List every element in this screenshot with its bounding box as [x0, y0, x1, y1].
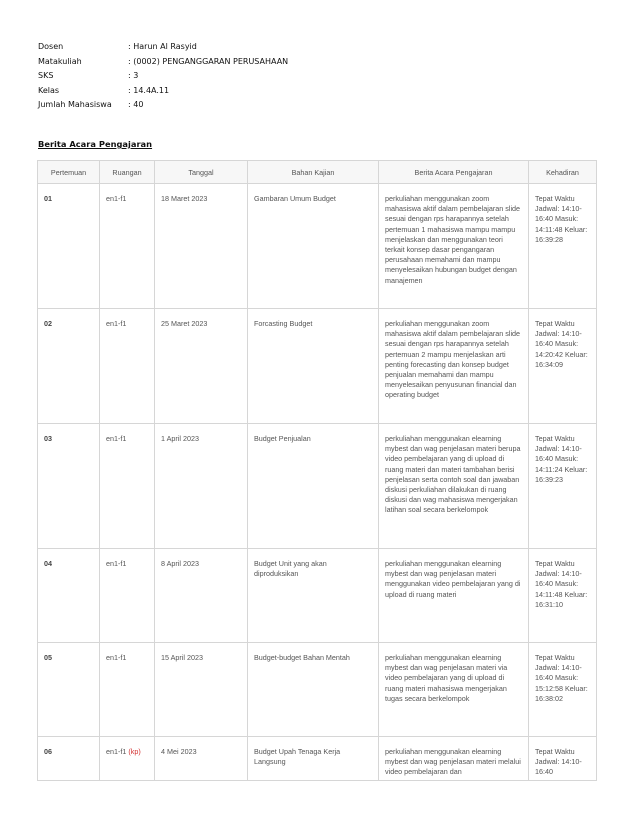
- table-row: [38, 309, 597, 424]
- cell-ruangan: [100, 549, 155, 643]
- cell-berita-acara: perkuliahan menggunakan zoom mahasiswa aktif dalam pembelajaran slide sesuai dengan rps harapannya setelah pertemuan 2 mampu menjelaskan arti penting forecasting dan konsep budget penjualan memahami dan mampu menyelesaikan penyusunan financial dan operating budget: [379, 309, 529, 424]
- info-label: Matakuliah: [38, 56, 82, 66]
- table-row: [38, 737, 597, 781]
- cell-kehadiran: Tepat Waktu Jadwal: 14:10-16:40 Masuk: 14:11:48 Keluar: 16:39:28: [529, 184, 597, 309]
- header-berita-acara: Berita Acara Pengajaran: [379, 161, 529, 184]
- cell-bahan-kajian: Budget Penjualan: [248, 424, 379, 549]
- header-tanggal: Tanggal: [155, 161, 248, 184]
- cell-bahan-kajian: Forcasting Budget: [248, 309, 379, 424]
- cell-pertemuan: 02: [38, 309, 100, 424]
- info-row-jumlah-mahasiswa: [38, 98, 288, 113]
- cell-berita-acara: perkuliahan menggunakan elearning mybest dan wag penjelasan materi berupa video pembelajaran yang di upload di ruang materi dan materi tambahan berisi penjelasan serta contoh soal dan jawaban diskusi perkuliahan dilakukan di ruang diskusi dan wag mahasiswa mengerjakan latihan soal secara berkelompok: [379, 424, 529, 549]
- cell-kehadiran: Tepat Waktu Jadwal: 14:10-16:40 Masuk: 14:20:42 Keluar: 16:34:09: [529, 309, 597, 424]
- table-row: [38, 184, 597, 309]
- cell-kehadiran: Tepat Waktu Jadwal: 14:10-16:40 Masuk: 14:11:48 Keluar: 16:31:10: [529, 549, 597, 643]
- ruangan-text: en1-f1: [106, 559, 127, 568]
- ruangan-text: en1-f1: [106, 747, 127, 756]
- info-label: Jumlah Mahasiswa: [38, 100, 112, 110]
- cell-bahan-kajian: Budget Upah Tenaga Kerja Langsung: [248, 737, 379, 781]
- cell-tanggal: 15 April 2023: [155, 643, 248, 737]
- table-row: [38, 643, 597, 737]
- info-value: : Harun Al Rasyid: [128, 42, 197, 51]
- cell-berita-acara: perkuliahan menggunakan elearning mybest dan wag penjelasan materi via video pembelajaran yang di upload di ruang materi mahasiswa mengerjakan tugas secara berkelompok: [379, 643, 529, 737]
- course-info: [38, 40, 288, 113]
- header-bahan-kajian: Bahan Kajian: [248, 161, 379, 184]
- cell-berita-acara: perkuliahan menggunakan elearning mybest dan wag penjelasan materi melalui video pembelajaran dan: [379, 737, 529, 781]
- cell-ruangan: [100, 309, 155, 424]
- cell-pertemuan: 04: [38, 549, 100, 643]
- cell-pertemuan: 05: [38, 643, 100, 737]
- ruangan-text: en1-f1: [106, 319, 127, 328]
- table-row: [38, 549, 597, 643]
- table-header-row: [38, 161, 597, 184]
- cell-pertemuan: 03: [38, 424, 100, 549]
- info-value: : 14.4A.11: [128, 85, 170, 95]
- cell-pertemuan: 01: [38, 184, 100, 309]
- cell-tanggal: 1 April 2023: [155, 424, 248, 549]
- info-label: Dosen: [38, 42, 64, 51]
- info-label: SKS: [38, 71, 54, 81]
- berita-acara-table: [37, 160, 597, 781]
- cell-berita-acara: perkuliahan menggunakan zoom mahasiswa aktif dalam pembelajaran slide sesuai dengan rps harapannya setelah pertemuan 1 mahasiswa mampu mampu menjelaskan dan menggunakan teori terkait konsep dasar pengangaran perusahaan memahami dan mampu menyelesaikan hubungan budget dengan manajemen: [379, 184, 529, 309]
- cell-ruangan: [100, 737, 155, 781]
- cell-bahan-kajian: Gambaran Umum Budget: [248, 184, 379, 309]
- cell-bahan-kajian: Budget-budget Bahan Mentah: [248, 643, 379, 737]
- cell-tanggal: 18 Maret 2023: [155, 184, 248, 309]
- kp-badge: (kp): [128, 747, 141, 756]
- info-row-matakuliah: [38, 55, 288, 70]
- cell-kehadiran: Tepat Waktu Jadwal: 14:10-16:40 Masuk: 14:11:24 Keluar: 16:39:23: [529, 424, 597, 549]
- info-value: : 3: [128, 71, 139, 81]
- cell-tanggal: 25 Maret 2023: [155, 309, 248, 424]
- cell-berita-acara: perkuliahan menggunakan elearning mybest dan wag penjelasan materi menggunakan video pembelajaran yang di upload di ruang materi: [379, 549, 529, 643]
- header-pertemuan: Pertemuan: [38, 161, 100, 184]
- cell-pertemuan: 06: [38, 737, 100, 781]
- cell-kehadiran: Tepat Waktu Jadwal: 14:10-16:40: [529, 737, 597, 781]
- cell-kehadiran: Tepat Waktu Jadwal: 14:10-16:40 Masuk: 15:12:58 Keluar: 16:38:02: [529, 643, 597, 737]
- ruangan-text: en1-f1: [106, 653, 127, 662]
- info-row-sks: [38, 69, 288, 84]
- info-value: : 40: [128, 100, 144, 110]
- cell-tanggal: 8 April 2023: [155, 549, 248, 643]
- cell-bahan-kajian: Budget Unit yang akan diproduksikan: [248, 549, 379, 643]
- ruangan-text: en1-f1: [106, 434, 127, 443]
- info-value: : (0002) PENGANGGARAN PERUSAHAAN: [128, 56, 289, 66]
- table-row: [38, 424, 597, 549]
- info-label: Kelas: [38, 85, 60, 95]
- cell-tanggal: 4 Mei 2023: [155, 737, 248, 781]
- info-row-kelas: [38, 84, 288, 99]
- cell-ruangan: [100, 643, 155, 737]
- header-ruangan: Ruangan: [100, 161, 155, 184]
- cell-ruangan: [100, 184, 155, 309]
- header-kehadiran: Kehadiran: [529, 161, 597, 184]
- section-title: Berita Acara Pengajaran: [38, 139, 153, 149]
- cell-ruangan: [100, 424, 155, 549]
- info-row-dosen: [38, 40, 288, 55]
- ruangan-text: en1-f1: [106, 194, 127, 203]
